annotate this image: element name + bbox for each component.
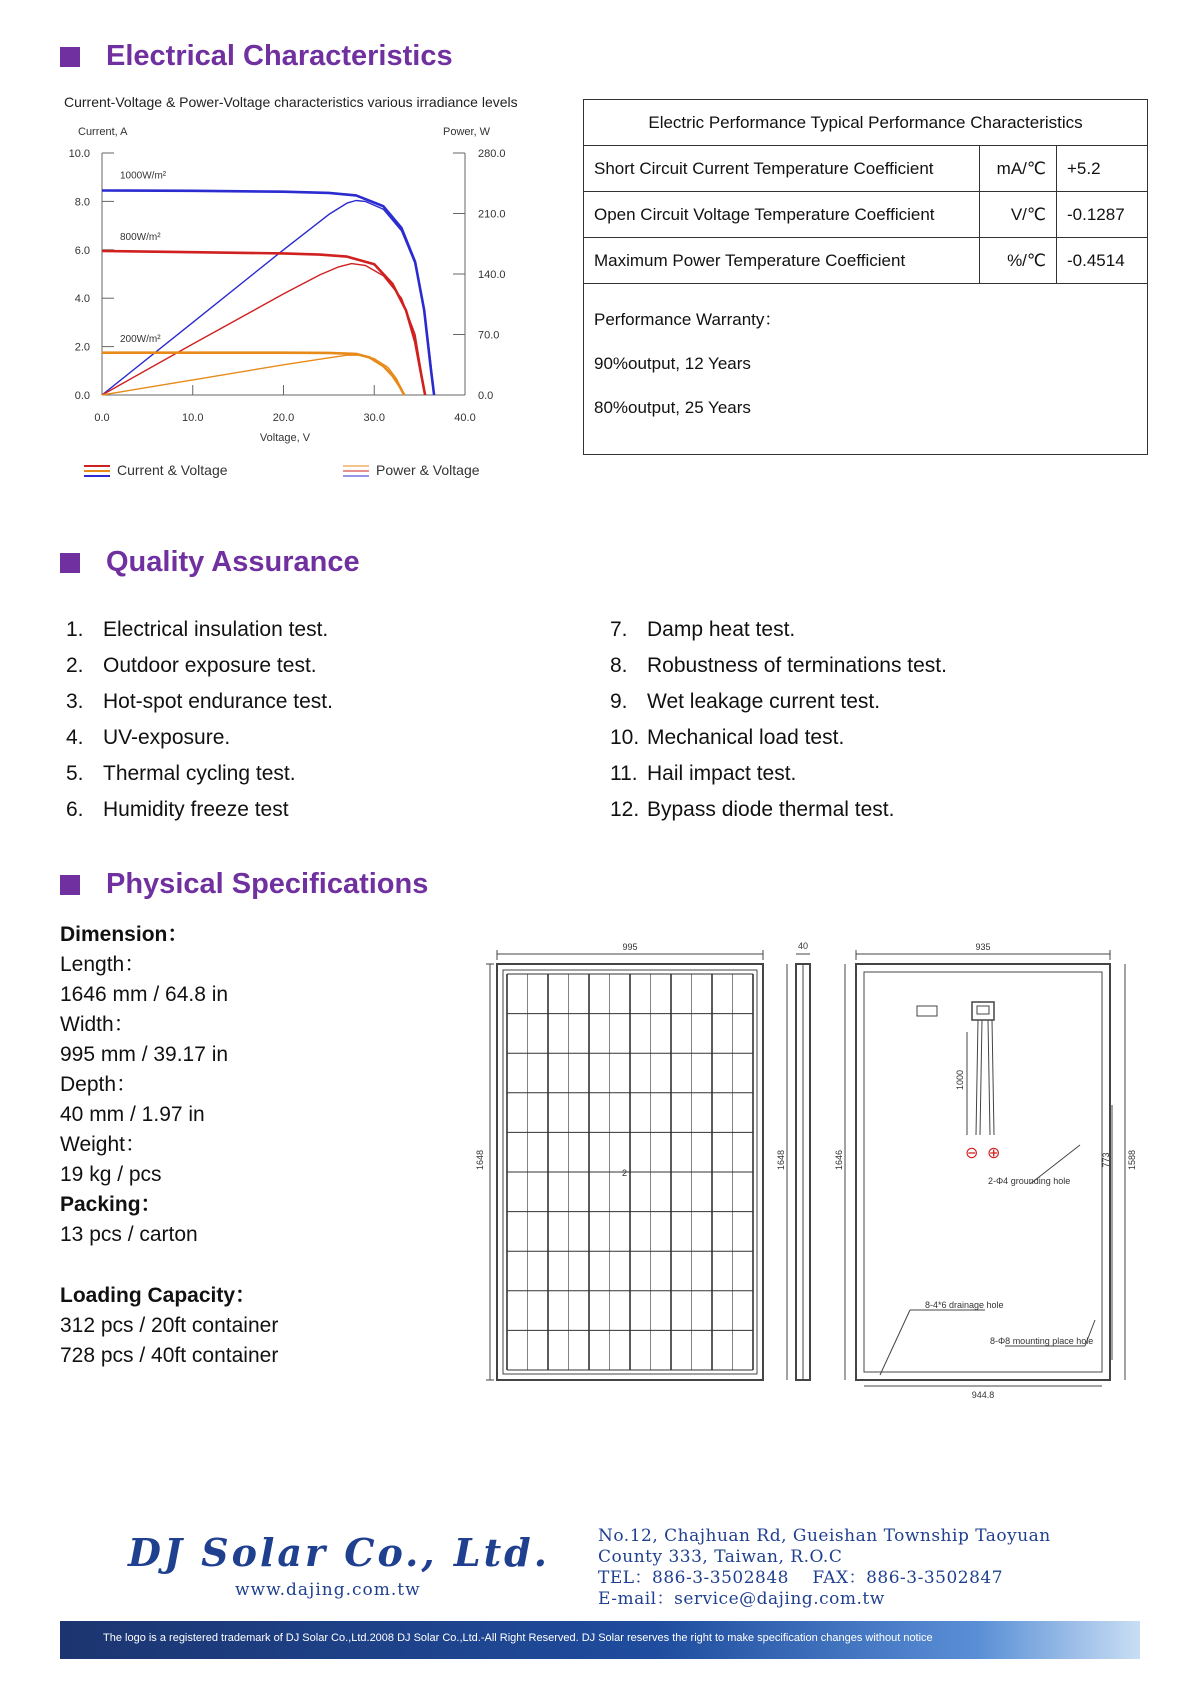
table-row — [584, 238, 1148, 284]
item-text: Wet leakage current test. — [647, 690, 881, 713]
dim-cable-length: 1000 — [955, 1069, 965, 1091]
grounding-hole-label: 2-Φ4 grounding hole — [988, 1176, 1071, 1186]
performance-table — [583, 99, 1148, 455]
minus-terminal-icon: ⊖ — [965, 1145, 979, 1162]
legend-label: Current & Voltage — [117, 462, 228, 478]
mounting-hole-label: 8-Φ8 mounting place hole — [990, 1336, 1094, 1346]
y-right-tick-label: 210.0 — [478, 208, 506, 221]
item-number: 3. — [66, 690, 84, 713]
chart-title: Current-Voltage & Power-Voltage characteristics various irradiance levels — [64, 94, 518, 110]
list-item — [66, 756, 333, 792]
dim-front-width: 995 — [622, 942, 638, 952]
section-electrical — [60, 40, 453, 73]
power-curve-200 — [102, 355, 404, 395]
item-text: Hail impact test. — [647, 762, 797, 785]
warranty-title: Performance Warranty： — [594, 310, 782, 329]
item-text: Outdoor exposure test. — [103, 654, 317, 677]
dim-back-inner-width: 944.8 — [971, 1390, 995, 1400]
loading-value: 728 pcs / 40ft container — [60, 1344, 279, 1367]
iv-pv-chart — [60, 125, 580, 530]
email-line[interactable]: E-mail：service@dajing.com.tw — [598, 1589, 885, 1609]
coef-label: Short Circuit Current Temperature Coefficient — [584, 146, 980, 192]
company-url[interactable]: www.dajing.com.tw — [235, 1580, 421, 1600]
packing-label: Packing： — [60, 1193, 162, 1216]
panel-drawing — [475, 940, 1145, 1400]
item-number: 5. — [66, 762, 84, 785]
width-value: 995 mm / 39.17 in — [60, 1043, 229, 1066]
warranty-line: 80%output, 25 Years — [594, 398, 751, 417]
coef-label: Maximum Power Temperature Coefficient — [584, 238, 980, 284]
y-right-tick-label: 70.0 — [478, 329, 500, 342]
table-header: Electric Performance Typical Performance Characteristics — [584, 100, 1148, 146]
dim-side-height: 1648 — [776, 1149, 786, 1171]
footer-note: The logo is a registered trademark of DJ Solar Co.,Ltd.2008 DJ Solar Co.,Ltd.-All Right Reserved. DJ Solar reserves the right to make specification changes without notice — [103, 1632, 933, 1644]
coef-unit: %/℃ — [979, 238, 1056, 284]
dim-back-height: 1646 — [834, 1149, 844, 1171]
y-left-tick-label: 4.0 — [74, 293, 90, 306]
x-axis-title: Voltage, V — [259, 432, 311, 444]
coef-unit: V/℃ — [979, 192, 1056, 238]
item-text: Hot-spot endurance test. — [103, 690, 333, 713]
list-item — [66, 648, 333, 684]
list-item — [66, 612, 333, 648]
list-item — [610, 648, 947, 684]
y-right-tick-label: 140.0 — [478, 269, 506, 281]
dim-front-height: 1648 — [475, 1149, 485, 1171]
dimension-label: Dimension： — [60, 923, 189, 946]
dim-back-width: 935 — [975, 942, 991, 952]
x-tick-label: 0.0 — [94, 412, 110, 424]
dim-hole-span: 773 — [1101, 1152, 1111, 1168]
legend-label: Power & Voltage — [376, 462, 480, 478]
list-item — [610, 756, 947, 792]
list-item — [66, 792, 333, 828]
item-text: Thermal cycling test. — [103, 762, 296, 785]
irradiance-label: 1000W/m² — [120, 170, 167, 182]
warranty-line: 90%output, 12 Years — [594, 354, 751, 373]
item-number: 10. — [610, 726, 640, 749]
item-text: Bypass diode thermal test. — [647, 798, 895, 821]
item-number: 6. — [66, 798, 84, 821]
power-curve-800 — [102, 264, 425, 395]
phone-line: TEL：886-3-3502848 FAX：886-3-3502847 — [598, 1568, 1004, 1588]
list-item — [66, 720, 333, 756]
coef-value: +5.2 — [1057, 146, 1148, 192]
item-number: 12. — [610, 798, 640, 821]
packing-value: 13 pcs / carton — [60, 1223, 198, 1246]
coef-unit: mA/℃ — [979, 146, 1056, 192]
footer-bar — [60, 1621, 1140, 1659]
item-number: 7. — [610, 618, 628, 641]
depth-label: Depth： — [60, 1073, 138, 1096]
coef-value: -0.4514 — [1057, 238, 1148, 284]
dim-hole-span: 1588 — [1127, 1149, 1137, 1171]
section-title: Electrical Characteristics — [106, 40, 453, 72]
y-left-tick-label: 2.0 — [74, 341, 90, 354]
weight-value: 19 kg / pcs — [60, 1163, 162, 1186]
coef-label: Open Circuit Voltage Temperature Coefficient — [584, 192, 980, 238]
y-left-tick-label: 8.0 — [74, 196, 90, 209]
x-tick-label: 40.0 — [454, 412, 476, 424]
length-label: Length： — [60, 953, 146, 976]
loading-label: Loading Capacity： — [60, 1284, 257, 1307]
junction-label: 2 — [622, 1168, 628, 1178]
irradiance-label: 200W/m² — [120, 333, 161, 345]
item-text: Mechanical load test. — [647, 726, 845, 749]
list-item — [610, 792, 947, 828]
section-title: Quality Assurance — [106, 546, 360, 578]
item-text: Electrical insulation test. — [103, 618, 329, 641]
item-number: 2. — [66, 654, 84, 677]
item-text: Robustness of terminations test. — [647, 654, 947, 677]
y-right-tick-label: 280.0 — [478, 148, 506, 160]
loading-value: 312 pcs / 20ft container — [60, 1314, 279, 1337]
weight-label: Weight： — [60, 1133, 146, 1156]
address-line: County 333, Taiwan, R.O.C — [598, 1547, 843, 1567]
y-left-tick-label: 6.0 — [74, 244, 90, 257]
dim-depth: 40 — [797, 941, 809, 951]
warranty-cell — [584, 284, 1148, 455]
list-item — [66, 684, 333, 720]
x-tick-label: 10.0 — [182, 412, 204, 424]
qa-list-left — [66, 612, 333, 828]
length-value: 1646 mm / 64.8 in — [60, 983, 229, 1006]
chart-curves — [102, 191, 434, 396]
item-number: 1. — [66, 618, 84, 641]
y-right-tick-label: 0.0 — [478, 390, 494, 402]
bullet-square — [60, 875, 80, 895]
physical-spec-list — [60, 920, 278, 1371]
y-axis-right-title: Power, W — [443, 126, 491, 138]
drainage-hole-label: 8-4*6 drainage hole — [925, 1300, 1004, 1310]
chart-labels — [69, 126, 506, 478]
item-number: 9. — [610, 690, 628, 713]
address-line: No.12, Chajhuan Rd, Gueishan Township Taoyuan — [598, 1526, 1051, 1546]
item-text: Damp heat test. — [647, 618, 796, 641]
x-tick-label: 30.0 — [363, 412, 385, 424]
list-item — [610, 720, 947, 756]
item-number: 8. — [610, 654, 628, 677]
y-left-tick-label: 0.0 — [74, 390, 90, 402]
coef-value: -0.1287 — [1057, 192, 1148, 238]
x-tick-label: 20.0 — [272, 412, 295, 424]
chart-axes — [102, 153, 465, 395]
qa-list-right — [610, 612, 947, 828]
table-row — [584, 146, 1148, 192]
bullet-square — [60, 47, 80, 67]
width-label: Width： — [60, 1013, 135, 1036]
item-number: 4. — [66, 726, 84, 749]
section-physical — [60, 868, 428, 901]
plus-terminal-icon: ⊕ — [987, 1145, 1001, 1162]
table-row — [584, 192, 1148, 238]
depth-value: 40 mm / 1.97 in — [60, 1103, 205, 1126]
item-text: Humidity freeze test — [103, 798, 289, 821]
item-text: UV-exposure. — [103, 726, 231, 749]
list-item — [610, 612, 947, 648]
section-title: Physical Specifications — [106, 868, 429, 900]
y-left-tick-label: 10.0 — [68, 148, 90, 160]
irradiance-label: 800W/m² — [120, 232, 161, 244]
company-logo: DJ Solar Co., Ltd. — [128, 1530, 550, 1575]
bullet-square — [60, 553, 80, 573]
y-axis-left-title: Current, A — [78, 126, 128, 138]
company-address — [598, 1526, 1051, 1610]
section-quality — [60, 546, 360, 579]
list-item — [610, 684, 947, 720]
item-number: 11. — [610, 762, 638, 785]
